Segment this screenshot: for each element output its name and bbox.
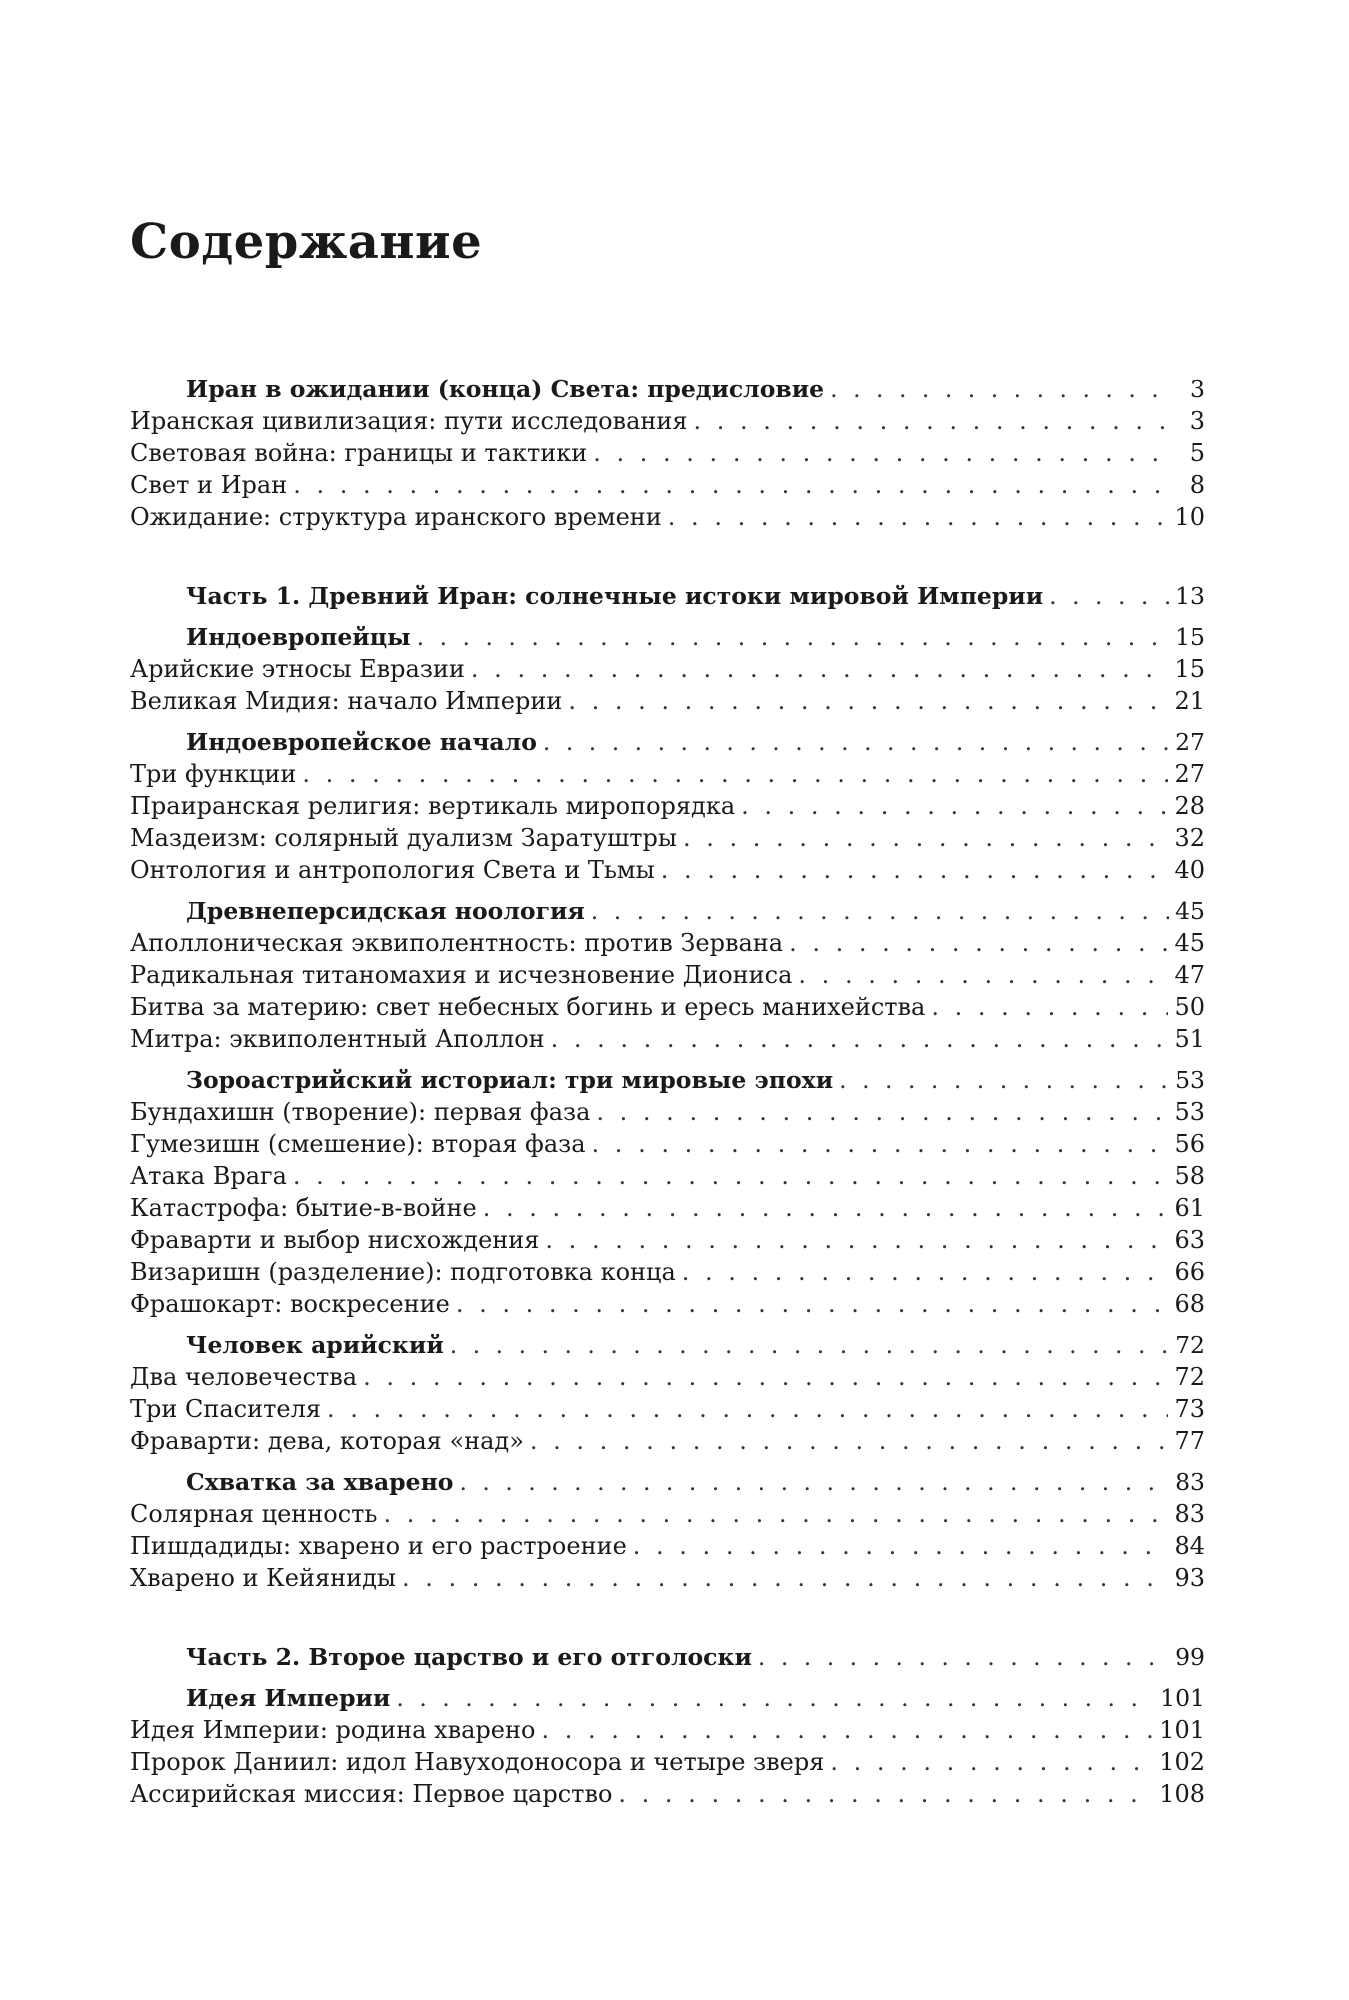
toc-entry bbox=[130, 1714, 1205, 1746]
toc-spacer bbox=[130, 612, 1205, 621]
toc-page-number: 5 bbox=[1189, 439, 1205, 467]
toc-entry bbox=[130, 758, 1205, 790]
toc-page-number: 53 bbox=[1175, 1066, 1205, 1094]
toc-leader-dots bbox=[363, 1361, 1168, 1393]
toc-page-number: 28 bbox=[1174, 792, 1205, 820]
toc-entry bbox=[130, 959, 1205, 991]
toc-entry-label: Древнеперсидская ноология bbox=[186, 897, 585, 925]
toc-page-number: 72 bbox=[1175, 1331, 1205, 1359]
toc-leader-dots bbox=[396, 1682, 1154, 1714]
toc-page-number: 66 bbox=[1174, 1258, 1205, 1286]
toc-page-number: 73 bbox=[1174, 1395, 1205, 1423]
toc-leader-dots bbox=[1049, 580, 1169, 612]
page-title: Содержание bbox=[130, 214, 483, 270]
toc-leader-dots bbox=[541, 1714, 1153, 1746]
toc-entry-label: Праиранская религия: вертикаль миропорядка bbox=[130, 792, 736, 820]
toc-section-heading bbox=[130, 621, 1205, 653]
toc-leader-dots bbox=[758, 1641, 1169, 1673]
toc-page-number: 63 bbox=[1174, 1226, 1205, 1254]
toc-entry-label: Великая Мидия: начало Империи bbox=[130, 687, 563, 715]
toc-spacer bbox=[130, 1594, 1205, 1641]
toc-entry bbox=[130, 1288, 1205, 1320]
toc-leader-dots bbox=[545, 1224, 1168, 1256]
toc-entry bbox=[130, 469, 1205, 501]
toc-entry bbox=[130, 653, 1205, 685]
toc-entry bbox=[130, 1224, 1205, 1256]
toc-section-heading bbox=[130, 1064, 1205, 1096]
toc-entry-label: Три функции bbox=[130, 760, 297, 788]
toc-section-heading bbox=[130, 580, 1205, 612]
toc-entry-label: Иран в ожидании (конца) Света: предисловие bbox=[186, 375, 825, 403]
toc-entry-label: Два человечества bbox=[130, 1363, 358, 1391]
toc-leader-dots bbox=[551, 1023, 1169, 1055]
toc-entry-label: Часть 1. Древний Иран: солнечные истоки мировой Империи bbox=[186, 582, 1044, 610]
table-of-contents bbox=[130, 373, 1205, 1810]
toc-page-number: 99 bbox=[1175, 1643, 1205, 1671]
toc-entry-label: Ассирийская миссия: Первое царство bbox=[130, 1780, 613, 1808]
toc-leader-dots bbox=[593, 437, 1169, 469]
toc-entry-label: Индоевропейцы bbox=[186, 623, 411, 651]
toc-page-number: 45 bbox=[1175, 897, 1205, 925]
toc-entry-label: Три Спасителя bbox=[130, 1395, 321, 1423]
toc-page-number: 27 bbox=[1174, 760, 1205, 788]
toc-entry bbox=[130, 1256, 1205, 1288]
toc-entry bbox=[130, 685, 1205, 717]
toc-leader-dots bbox=[618, 1778, 1153, 1810]
toc-entry-label: Катастрофа: бытие-в-войне bbox=[130, 1194, 477, 1222]
toc-leader-dots bbox=[302, 758, 1168, 790]
toc-leader-dots bbox=[741, 790, 1168, 822]
toc-page-number: 15 bbox=[1175, 623, 1205, 651]
toc-page-number: 101 bbox=[1160, 1684, 1205, 1712]
toc-spacer bbox=[130, 1320, 1205, 1329]
toc-entry-label: Битва за материю: свет небесных богинь и ересь манихейства bbox=[130, 993, 926, 1021]
toc-entry-label: Фраварти и выбор нисхождения bbox=[130, 1226, 540, 1254]
toc-entry bbox=[130, 405, 1205, 437]
toc-entry-label: Арийские этносы Евразии bbox=[130, 655, 465, 683]
toc-entry-label: Радикальная титаномахия и исчезновение Диониса bbox=[130, 961, 793, 989]
toc-page-number: 93 bbox=[1174, 1564, 1205, 1592]
toc-entry bbox=[130, 1361, 1205, 1393]
toc-spacer bbox=[130, 1457, 1205, 1466]
toc-page-number: 27 bbox=[1175, 728, 1205, 756]
toc-leader-dots bbox=[668, 501, 1169, 533]
toc-entry bbox=[130, 1498, 1205, 1530]
toc-entry-label: Онтология и антропология Света и Тьмы bbox=[130, 856, 655, 884]
toc-entry-label: Солярная ценность bbox=[130, 1500, 378, 1528]
toc-leader-dots bbox=[596, 1096, 1168, 1128]
toc-entry-label: Аполлоническая эквиполентность: против Зервана bbox=[130, 929, 784, 957]
toc-page-number: 108 bbox=[1159, 1780, 1205, 1808]
toc-entry bbox=[130, 1023, 1205, 1055]
toc-entry bbox=[130, 1778, 1205, 1810]
toc-leader-dots bbox=[830, 1746, 1153, 1778]
toc-entry-label: Индоевропейское начало bbox=[186, 728, 537, 756]
toc-leader-dots bbox=[293, 1160, 1169, 1192]
toc-entry bbox=[130, 1746, 1205, 1778]
toc-entry-label: Фрашокарт: воскресение bbox=[130, 1290, 450, 1318]
toc-page-number: 77 bbox=[1174, 1427, 1205, 1455]
toc-leader-dots bbox=[450, 1329, 1169, 1361]
toc-spacer bbox=[130, 886, 1205, 895]
toc-entry bbox=[130, 991, 1205, 1023]
toc-leader-dots bbox=[633, 1530, 1169, 1562]
toc-section-heading bbox=[130, 1466, 1205, 1498]
toc-section-heading bbox=[130, 726, 1205, 758]
toc-leader-dots bbox=[592, 1128, 1169, 1160]
toc-leader-dots bbox=[591, 895, 1169, 927]
toc-leader-dots bbox=[456, 1288, 1169, 1320]
toc-page-number: 15 bbox=[1174, 655, 1205, 683]
toc-entry-label: Идея Империи: родина хварено bbox=[130, 1716, 536, 1744]
toc-page-number: 102 bbox=[1159, 1748, 1205, 1776]
toc-entry-label: Маздеизм: солярный дуализм Заратуштры bbox=[130, 824, 678, 852]
toc-leader-dots bbox=[683, 822, 1168, 854]
toc-leader-dots bbox=[789, 927, 1168, 959]
toc-page-number: 61 bbox=[1174, 1194, 1205, 1222]
toc-page-number: 21 bbox=[1174, 687, 1205, 715]
toc-entry-label: Визаришн (разделение): подготовка конца bbox=[130, 1258, 676, 1286]
toc-page-number: 32 bbox=[1174, 824, 1205, 852]
toc-entry bbox=[130, 1393, 1205, 1425]
toc-entry-label: Митра: эквиполентный Аполлон bbox=[130, 1025, 545, 1053]
toc-leader-dots bbox=[830, 373, 1169, 405]
toc-entry-label: Схватка за хварено bbox=[186, 1468, 454, 1496]
toc-entry-label: Фраварти: дева, которая «над» bbox=[130, 1427, 524, 1455]
toc-leader-dots bbox=[543, 726, 1169, 758]
toc-page-number: 13 bbox=[1175, 582, 1205, 610]
toc-section-heading bbox=[130, 1682, 1205, 1714]
toc-page-number: 56 bbox=[1174, 1130, 1205, 1158]
toc-leader-dots bbox=[530, 1425, 1169, 1457]
toc-page-number: 53 bbox=[1174, 1098, 1205, 1126]
toc-entry-label: Человек арийский bbox=[186, 1331, 444, 1359]
toc-page-number: 8 bbox=[1189, 471, 1205, 499]
toc-page-number: 83 bbox=[1174, 1500, 1205, 1528]
toc-entry-label: Бундахишн (творение): первая фаза bbox=[130, 1098, 591, 1126]
toc-section-heading bbox=[130, 1329, 1205, 1361]
toc-leader-dots bbox=[384, 1498, 1169, 1530]
toc-page-number: 47 bbox=[1174, 961, 1205, 989]
toc-entry bbox=[130, 1096, 1205, 1128]
toc-section-heading bbox=[130, 895, 1205, 927]
toc-entry bbox=[130, 927, 1205, 959]
toc-section-heading bbox=[130, 373, 1205, 405]
toc-leader-dots bbox=[471, 653, 1169, 685]
toc-page-number: 83 bbox=[1175, 1468, 1205, 1496]
toc-page-number: 40 bbox=[1174, 856, 1205, 884]
toc-entry bbox=[130, 501, 1205, 533]
toc-spacer bbox=[130, 1673, 1205, 1682]
toc-leader-dots bbox=[483, 1192, 1169, 1224]
toc-entry bbox=[130, 1160, 1205, 1192]
toc-entry bbox=[130, 1530, 1205, 1562]
toc-leader-dots bbox=[661, 854, 1169, 886]
toc-leader-dots bbox=[931, 991, 1168, 1023]
toc-page-number: 3 bbox=[1190, 375, 1205, 403]
toc-entry bbox=[130, 790, 1205, 822]
toc-page-number: 72 bbox=[1174, 1363, 1205, 1391]
toc-leader-dots bbox=[402, 1562, 1168, 1594]
toc-entry bbox=[130, 822, 1205, 854]
toc-page-number: 3 bbox=[1189, 407, 1205, 435]
toc-page-number: 51 bbox=[1174, 1025, 1205, 1053]
toc-leader-dots bbox=[682, 1256, 1169, 1288]
toc-entry-label: Пророк Даниил: идол Навуходоносора и четыре зверя bbox=[130, 1748, 825, 1776]
toc-page-number: 45 bbox=[1174, 929, 1205, 957]
toc-entry-label: Хварено и Кейяниды bbox=[130, 1564, 396, 1592]
toc-entry bbox=[130, 437, 1205, 469]
toc-leader-dots bbox=[798, 959, 1168, 991]
toc-entry bbox=[130, 1425, 1205, 1457]
toc-page-number: 58 bbox=[1174, 1162, 1205, 1190]
toc-entry bbox=[130, 1192, 1205, 1224]
toc-leader-dots bbox=[839, 1064, 1169, 1096]
toc-spacer bbox=[130, 533, 1205, 580]
toc-entry bbox=[130, 1128, 1205, 1160]
toc-spacer bbox=[130, 717, 1205, 726]
toc-page-number: 68 bbox=[1174, 1290, 1205, 1318]
toc-entry bbox=[130, 854, 1205, 886]
toc-leader-dots bbox=[293, 469, 1169, 501]
toc-page-number: 10 bbox=[1174, 503, 1205, 531]
toc-section-heading bbox=[130, 1641, 1205, 1673]
toc-entry-label: Идея Империи bbox=[186, 1684, 391, 1712]
toc-leader-dots bbox=[459, 1466, 1169, 1498]
toc-page-number: 101 bbox=[1159, 1716, 1205, 1744]
toc-entry-label: Пишдадиды: хварено и его растроение bbox=[130, 1532, 627, 1560]
toc-entry-label: Часть 2. Второе царство и его отголоски bbox=[186, 1643, 752, 1671]
toc-leader-dots bbox=[694, 405, 1169, 437]
toc-page-number: 84 bbox=[1174, 1532, 1205, 1560]
toc-spacer bbox=[130, 1055, 1205, 1064]
toc-entry-label: Свет и Иран bbox=[130, 471, 288, 499]
toc-leader-dots bbox=[417, 621, 1169, 653]
toc-entry-label: Ожидание: структура иранского времени bbox=[130, 503, 662, 531]
toc-entry-label: Гумезишн (смешение): вторая фаза bbox=[130, 1130, 586, 1158]
toc-page-number: 50 bbox=[1174, 993, 1205, 1021]
toc-leader-dots bbox=[568, 685, 1168, 717]
toc-entry-label: Атака Врага bbox=[130, 1162, 287, 1190]
toc-entry bbox=[130, 1562, 1205, 1594]
toc-entry-label: Зороастрийский историал: три мировые эпохи bbox=[186, 1066, 834, 1094]
toc-leader-dots bbox=[327, 1393, 1168, 1425]
toc-entry-label: Иранская цивилизация: пути исследования bbox=[130, 407, 688, 435]
toc-entry-label: Световая война: границы и тактики bbox=[130, 439, 588, 467]
